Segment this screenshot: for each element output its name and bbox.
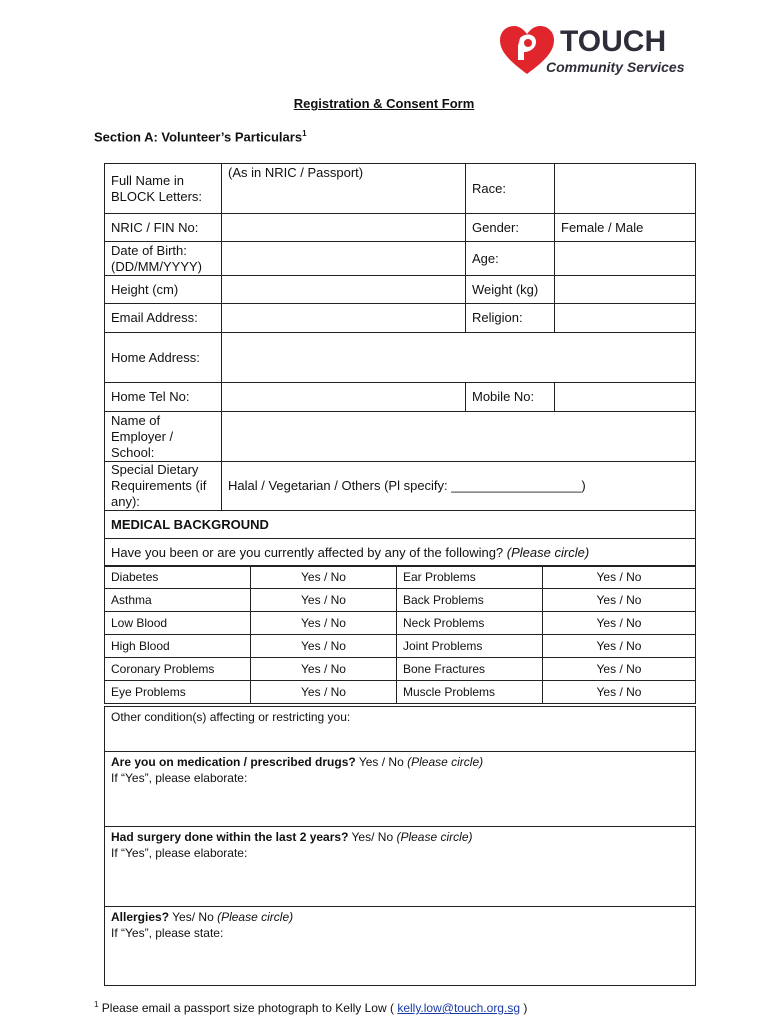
- home-tel-label: Home Tel No:: [105, 383, 222, 412]
- allergies-question: Allergies?: [111, 910, 170, 924]
- surgery-field[interactable]: Had surgery done within the last 2 years? Yes/ No (Please circle) If “Yes”, please elaborate:: [105, 827, 696, 907]
- condition-row: [105, 635, 696, 658]
- condition-name: Bone Fractures: [397, 658, 543, 681]
- condition-yes-no[interactable]: Yes / No: [543, 658, 696, 681]
- condition-yes-no[interactable]: Yes / No: [251, 681, 397, 704]
- condition-yes-no[interactable]: Yes / No: [543, 635, 696, 658]
- email-field[interactable]: [222, 304, 466, 333]
- condition-yes-no[interactable]: Yes / No: [251, 589, 397, 612]
- employer-label: Name of Employer / School:: [105, 412, 222, 462]
- condition-name: Neck Problems: [397, 612, 543, 635]
- condition-yes-no[interactable]: Yes / No: [251, 635, 397, 658]
- medical-question: Have you been or are you currently affected by any of the following? (Please circle): [105, 539, 696, 567]
- email-label: Email Address:: [105, 304, 222, 333]
- surgery-options[interactable]: Yes/ No: [351, 830, 394, 844]
- allergies-state: If “Yes”, please state:: [111, 926, 224, 940]
- condition-name: Diabetes: [105, 566, 251, 589]
- address-label: Home Address:: [105, 333, 222, 383]
- medical-details-table: [104, 706, 696, 986]
- condition-yes-no[interactable]: Yes / No: [543, 681, 696, 704]
- weight-field[interactable]: [555, 276, 696, 304]
- full-name-label: Full Name in BLOCK Letters:: [105, 164, 222, 214]
- condition-name: Back Problems: [397, 589, 543, 612]
- gender-options[interactable]: Female / Male: [555, 214, 696, 242]
- surgery-question: Had surgery done within the last 2 years?: [111, 830, 349, 844]
- religion-field[interactable]: [555, 304, 696, 333]
- condition-name: High Blood: [105, 635, 251, 658]
- medical-heading: MEDICAL BACKGROUND: [105, 511, 696, 539]
- dob-field[interactable]: [222, 242, 466, 276]
- conditions-table: [104, 565, 696, 704]
- dietary-field[interactable]: Halal / Vegetarian / Others (Pl specify: __________________): [222, 462, 696, 511]
- home-tel-field[interactable]: [222, 383, 466, 412]
- weight-label: Weight (kg): [466, 276, 555, 304]
- condition-yes-no[interactable]: Yes / No: [543, 589, 696, 612]
- section-a-title: Section A: Volunteer’s Particulars$^1$: [94, 129, 307, 145]
- dietary-label: Special Dietary Requirements (if any):: [105, 462, 222, 511]
- height-field[interactable]: [222, 276, 466, 304]
- condition-row: [105, 566, 696, 589]
- dob-label: Date of Birth: (DD/MM/YYYY): [105, 242, 222, 276]
- document-title: Registration & Consent Form: [293, 96, 475, 111]
- employer-field[interactable]: [222, 412, 696, 462]
- height-label: Height (cm): [105, 276, 222, 304]
- other-conditions-field[interactable]: [105, 707, 696, 752]
- logo-subtitle: Community Services: [546, 59, 685, 75]
- medication-question: Are you on medication / prescribed drugs?: [111, 755, 356, 769]
- condition-name: Joint Problems: [397, 635, 543, 658]
- gender-label: Gender:: [466, 214, 555, 242]
- condition-row: [105, 612, 696, 635]
- address-field[interactable]: [222, 333, 696, 383]
- logo-brand: TOUCH: [560, 25, 667, 58]
- footnote: $^1$ Please email a passport size photograph to Kelly Low ( kelly.low@touch.org.sg ): [94, 1000, 528, 1015]
- condition-name: Low Blood: [105, 612, 251, 635]
- condition-yes-no[interactable]: Yes / No: [251, 612, 397, 635]
- race-field[interactable]: [555, 164, 696, 214]
- age-label: Age:: [466, 242, 555, 276]
- medication-elaborate: If “Yes”, please elaborate:: [111, 771, 248, 785]
- mobile-field[interactable]: [555, 383, 696, 412]
- mobile-label: Mobile No:: [466, 383, 555, 412]
- particulars-table: [104, 163, 696, 567]
- condition-yes-no[interactable]: Yes / No: [543, 566, 696, 589]
- allergies-options[interactable]: Yes/ No: [172, 910, 214, 924]
- condition-yes-no[interactable]: Yes / No: [251, 658, 397, 681]
- full-name-hint: (As in NRIC / Passport): [228, 165, 364, 180]
- nric-field[interactable]: [222, 214, 466, 242]
- condition-row: [105, 589, 696, 612]
- touch-logo: [498, 22, 698, 78]
- condition-name: Coronary Problems: [105, 658, 251, 681]
- race-label: Race:: [466, 164, 555, 214]
- medication-field[interactable]: Are you on medication / prescribed drugs? Yes / No (Please circle) If “Yes”, please elaborate:: [105, 752, 696, 827]
- condition-name: Asthma: [105, 589, 251, 612]
- contact-email-link[interactable]: kelly.low@touch.org.sg: [397, 1001, 520, 1015]
- allergies-field[interactable]: Allergies? Yes/ No (Please circle) If “Yes”, please state:: [105, 907, 696, 986]
- condition-name: Muscle Problems: [397, 681, 543, 704]
- condition-row: [105, 681, 696, 704]
- medication-options[interactable]: Yes / No: [358, 755, 404, 769]
- nric-label: NRIC / FIN No:: [105, 214, 222, 242]
- condition-name: Ear Problems: [397, 566, 543, 589]
- condition-yes-no[interactable]: Yes / No: [251, 566, 397, 589]
- other-conditions-label: Other condition(s) affecting or restricting you:: [111, 710, 351, 724]
- condition-row: [105, 658, 696, 681]
- surgery-elaborate: If “Yes”, please elaborate:: [111, 846, 248, 860]
- condition-name: Eye Problems: [105, 681, 251, 704]
- religion-label: Religion:: [466, 304, 555, 333]
- condition-yes-no[interactable]: Yes / No: [543, 612, 696, 635]
- age-field[interactable]: [555, 242, 696, 276]
- full-name-field[interactable]: [222, 164, 466, 214]
